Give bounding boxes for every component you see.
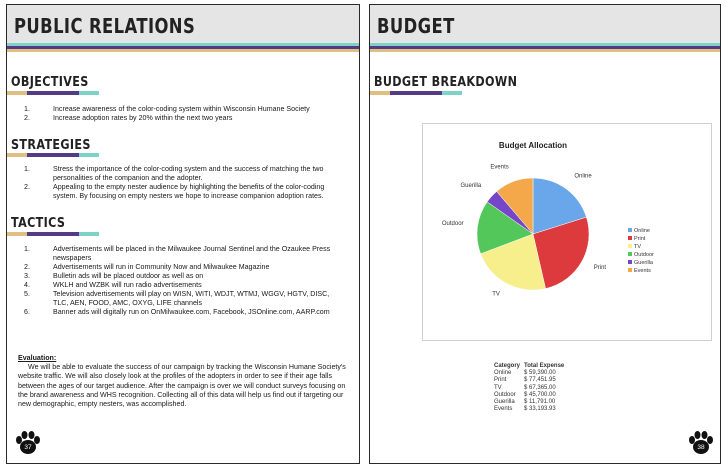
legend-swatch: [628, 260, 632, 264]
slice-label: Online: [574, 173, 592, 180]
list-number: 2.: [24, 263, 30, 271]
table-row: [494, 370, 568, 377]
budget-chart: [422, 123, 712, 341]
evaluation-block: [18, 354, 348, 409]
table-cell-expense: $ 11,791.00: [524, 399, 556, 406]
chart-title: Budget Allocation: [498, 141, 568, 150]
table-row: [494, 406, 568, 413]
table-row: [494, 385, 568, 392]
slice-label: Guerilla: [460, 182, 482, 189]
page-public-relations: [6, 4, 360, 464]
section-bar: [7, 232, 99, 236]
list-number: 3.: [24, 272, 30, 280]
list-number: 2.: [24, 114, 30, 122]
section-bar: [7, 153, 99, 157]
list-text: Advertisements will be placed in the Milwaukee Journal Sentinel and the Ozaukee Press newspapers: [53, 245, 331, 262]
list-item: [24, 114, 344, 123]
table-cell-category: Outdoor: [494, 391, 516, 398]
table-cell-category: Events: [494, 406, 513, 413]
page-budget: [369, 4, 721, 464]
list-text: Appealing to the empty nester audience by highlighting the benefits of the color-coding system. By focusing on empty nesters we hope to increase companion adoption rates.: [53, 183, 325, 200]
list-text: Advertisements will run in Community Now and Milwaukee Magazine: [53, 263, 270, 271]
evaluation-text: We will be able to evaluate the success of our campaign by tracking the Wisconsin Humane Society's website traffic. We will also closely look at the profiles of the adopters in order to see if their age falls between the ages of our target audience. After the campaign is over we will conduct surveys focusing on the brand awareness and WHS recognition. Collecting all of this data will help us find out if targeting our new demographic, empty nesters, was accomplished.: [18, 363, 346, 409]
table-cell-expense: $ 33,193.93: [524, 406, 556, 413]
header-stripes: [7, 43, 359, 52]
table-cell-expense: $ 45,700.00: [524, 391, 556, 398]
legend-swatch: [628, 228, 632, 232]
legend-label: Online: [634, 228, 650, 234]
table-row: [494, 392, 568, 399]
table-row: [494, 399, 568, 406]
budget-breakdown-heading: BUDGET BREAKDOWN: [374, 75, 518, 90]
list-text: Increase awareness of the color-coding system within Wisconsin Humane Society: [53, 105, 310, 113]
list-item: [24, 308, 344, 317]
table-cell-category: Print: [494, 377, 507, 384]
list-item: [24, 183, 344, 201]
list-number: 1.: [24, 245, 30, 253]
objectives-heading: OBJECTIVES: [11, 75, 89, 90]
list-text: Television advertisements will play on WISN, WITI, WDJT, WTMJ, WGGV, HGTV, DISC, TLC, AEN, FOOD, AMC, OXYG, LIFE channels: [53, 290, 330, 307]
objectives-list: [24, 105, 344, 123]
list-number: 2.: [24, 183, 30, 191]
slice-label: Events: [490, 164, 509, 171]
table-cell-expense: $ 59,390.00: [524, 370, 556, 377]
tactics-list: [24, 245, 344, 317]
legend-swatch: [628, 236, 632, 240]
legend-label: Guerilla: [634, 260, 653, 266]
page-number: 38: [697, 444, 705, 451]
table-header: Category: [494, 363, 521, 369]
list-number: 5.: [24, 290, 30, 298]
evaluation-title: Evaluation:: [18, 354, 57, 362]
list-number: 6.: [24, 308, 30, 316]
legend-swatch: [628, 244, 632, 248]
table-cell-expense: $ 67,365.00: [524, 384, 556, 391]
list-text: WKLH and WZBK will run radio advertisements: [53, 281, 202, 289]
table-cell-category: Online: [494, 370, 512, 377]
section-bar: [370, 91, 462, 95]
strategies-list: [24, 165, 344, 201]
table-cell-expense: $ 77,451.95: [524, 377, 556, 384]
table-row: [494, 377, 568, 384]
list-item: [24, 272, 344, 281]
pie-chart: [423, 124, 711, 340]
legend-label: TV: [634, 244, 642, 250]
list-item: [24, 263, 344, 272]
paw-icon: [15, 431, 41, 455]
section-bar: [7, 91, 99, 95]
slice-label: TV: [492, 291, 500, 298]
list-item: [24, 245, 344, 263]
list-text: Banner ads will digitally run on OnMilwaukee.com, Facebook, JSOnline.com, AARP.com: [53, 308, 330, 316]
paw-icon: [688, 431, 714, 455]
page-number: 37: [24, 444, 32, 451]
list-item: [24, 290, 344, 308]
table-cell-category: Guerilla: [494, 399, 515, 406]
list-item: [24, 281, 344, 290]
strategies-heading: STRATEGIES: [11, 138, 91, 153]
page-title: PUBLIC RELATIONS: [14, 14, 196, 38]
legend-label: Print: [634, 236, 646, 242]
legend-swatch: [628, 252, 632, 256]
list-item: [24, 165, 344, 183]
budget-table: [494, 363, 568, 413]
list-number: 1.: [24, 165, 30, 173]
tactics-heading: TACTICS: [11, 216, 66, 231]
list-text: Increase adoption rates by 20% within the next two years: [53, 114, 233, 122]
page-header: [7, 5, 359, 43]
list-text: Bulletin ads will be placed outdoor as well as on: [53, 272, 204, 280]
page-header: [370, 5, 720, 43]
slice-label: Print: [593, 264, 607, 271]
page-title: BUDGET: [377, 14, 455, 38]
table-header: Total Expense: [524, 363, 565, 369]
list-text: Stress the importance of the color-coding system and the success of matching the two personalities of the companion and the adopter.: [53, 165, 324, 182]
table-cell-category: TV: [494, 384, 502, 391]
legend-swatch: [628, 268, 632, 272]
list-number: 4.: [24, 281, 30, 289]
list-number: 1.: [24, 105, 30, 113]
list-item: [24, 105, 344, 114]
slice-label: Outdoor: [441, 221, 464, 228]
header-stripes: [370, 43, 720, 52]
legend-label: Events: [634, 268, 651, 274]
legend-label: Outdoor: [634, 252, 654, 258]
